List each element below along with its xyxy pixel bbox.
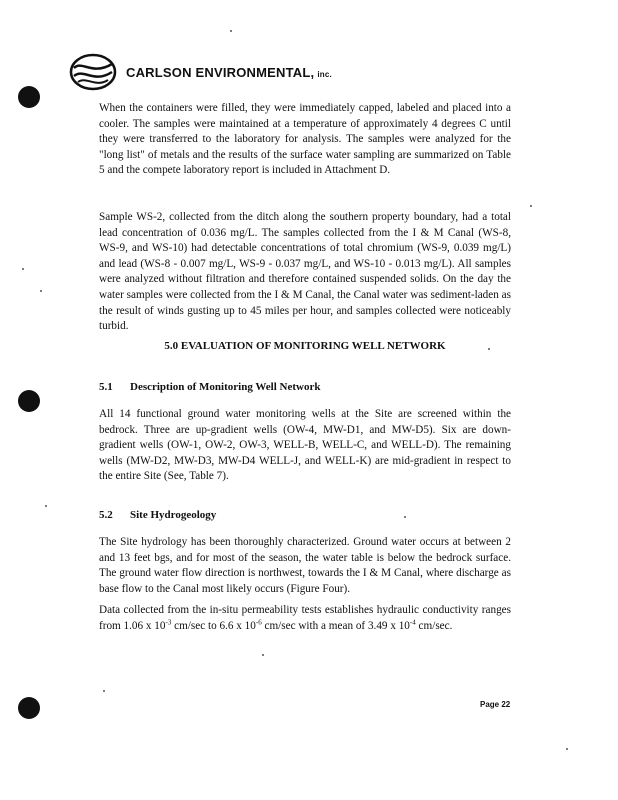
subsection-heading-5-2	[99, 509, 216, 521]
paragraph-text	[99, 603, 511, 634]
paragraph-well-network	[99, 407, 511, 485]
paragraph-hydrology	[99, 535, 511, 597]
scan-speck	[22, 268, 24, 270]
paragraph-text: Sample WS-2, collected from the ditch along the southern property boundary, had a total lead concentration of 0.036 mg/L. The samples collected from the I & M Canal (WS-8, WS-9, and WS-10) had detectable concentrations of total chromium (WS-9, 0.039 mg/L) and lead (WS-8 - 0.007 mg/L, WS-9 - 0.037 mg/L, and WS-10 - 0.013 mg/L). All samples were analyzed without filtration and therefore contained suspended solids. On the day the water samples were collected from the I & M Canal, the Canal water was sediment-laden as the result of winds gusting up to 45 miles per hour, and samples collected were noticeably turbid.	[99, 211, 511, 333]
company-name	[126, 65, 332, 80]
scan-speck	[103, 690, 105, 692]
text-run: cm/sec.	[415, 619, 453, 632]
punch-hole	[18, 86, 40, 108]
paragraph-sampling	[99, 101, 511, 179]
scan-speck	[404, 516, 406, 518]
text-run: cm/sec to 6.6 x 10	[171, 619, 256, 632]
company-logo-icon	[68, 52, 118, 92]
paragraph-text: All 14 functional ground water monitoring wells at the Site are screened within the bedrock. Three are up-gradient wells (OW-4, MW-D1, and MW-D5). Six are down-gradient wells (OW-1, OW-2, OW-3, WELL-B, WELL-C, and WELL-D). The remaining wells (MW-D2, MW-D3, MW-D4 WELL-J, and WELL-K) are mid-gradient in respect to the entire Site (See, Table 7).	[99, 408, 511, 483]
company-name-text: CARLSON ENVIRONMENTAL,	[126, 64, 315, 80]
subsection-number: 5.1	[99, 381, 113, 393]
punch-hole	[18, 697, 40, 719]
page-number: Page 22	[480, 700, 511, 709]
scan-speck	[530, 205, 532, 207]
subsection-heading-5-1	[99, 381, 320, 393]
paragraph-results	[99, 210, 511, 335]
scan-speck	[45, 505, 47, 507]
paragraph-text: When the containers were filled, they were immediately capped, labeled and placed into a cooler. The samples were maintained at a temperature of approximately 4 degrees C until they were transferred to the laboratory for analysis. The samples were analyzed for the "long list" of metals and the results of the surface water sampling are summarized on Table 5 and the compete laboratory report is included in Attachment D.	[99, 102, 511, 177]
subsection-title: Description of Monitoring Well Network	[130, 381, 321, 393]
section-heading: 5.0 EVALUATION OF MONITORING WELL NETWORK	[164, 340, 446, 352]
letterhead	[68, 52, 332, 92]
paragraph-permeability	[99, 603, 511, 634]
scan-speck	[488, 348, 490, 350]
text-run: cm/sec with a mean of 3.49 x 10	[261, 619, 410, 632]
subsection-title: Site Hydrogeology	[130, 509, 217, 521]
scan-speck	[262, 654, 264, 656]
scan-speck	[230, 30, 232, 32]
company-suffix: inc.	[317, 69, 332, 79]
exponent: -3	[165, 617, 172, 626]
scan-speck	[40, 290, 42, 292]
exponent: -4	[409, 617, 416, 626]
punch-hole	[18, 390, 40, 412]
exponent: -6	[255, 617, 262, 626]
scan-speck	[566, 748, 568, 750]
subsection-number: 5.2	[99, 509, 113, 521]
text-run: Data collected from the in-situ permeability tests establishes hydraulic conductivity ranges from 1.06 x 10	[99, 604, 511, 632]
paragraph-text: The Site hydrology has been thoroughly characterized. Ground water occurs at between 2 and 13 feet bgs, and for most of the season, the water table is below the bedrock surface. The ground water flow direction is northwest, towards the I & M Canal, where discharge as base flow to the Canal most likely occurs (Figure Four).	[99, 536, 511, 595]
